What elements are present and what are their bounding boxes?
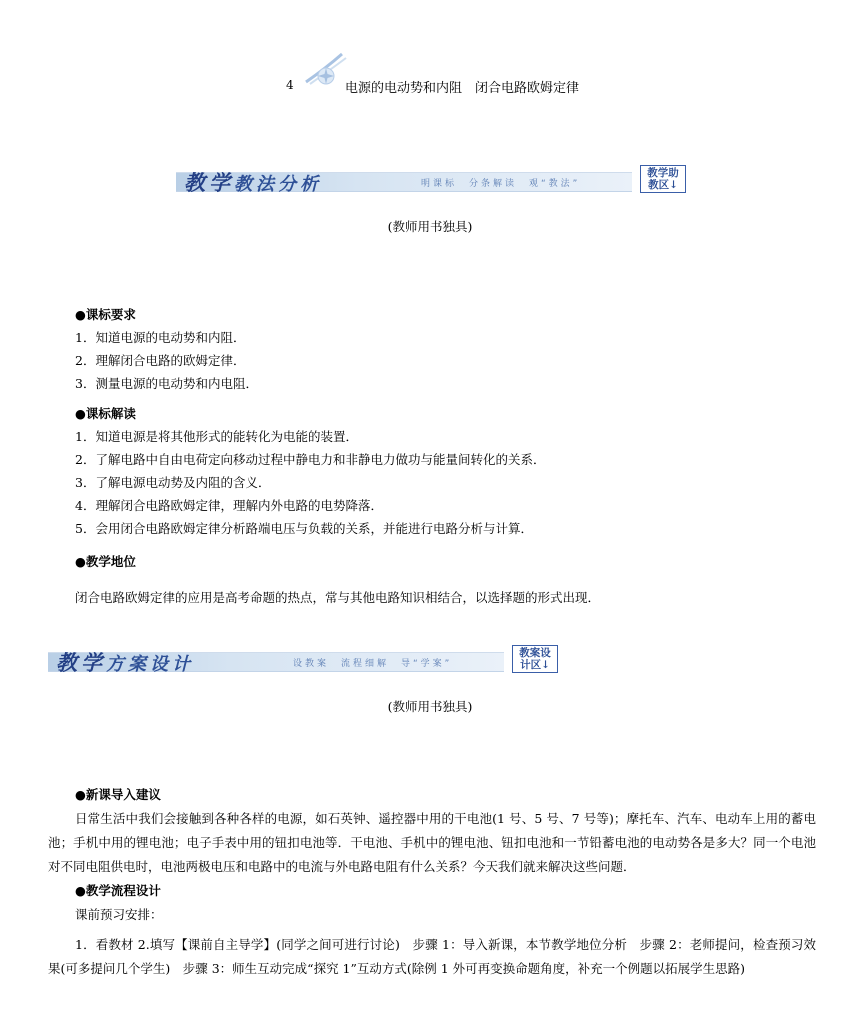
section-heading: ●新课导入建议 [75, 787, 161, 802]
intro-suggestion-heading-block [75, 786, 161, 804]
paragraph: 闭合电路欧姆定律的应用是高考命题的热点，常与其他电路知识相结合，以选择题的形式出现． [75, 590, 601, 605]
section-banner-lesson-design [48, 645, 558, 673]
teaching-status [75, 553, 600, 607]
section-heading: ●教学流程设计 [75, 883, 161, 898]
page-number: 4 [286, 78, 294, 92]
banner-title: 教学方案设计 [56, 650, 194, 675]
preview-arrangement-label: 课前预习安排： [75, 907, 163, 922]
list-item: 3．了解电源电动势及内阻的含义． [75, 475, 271, 490]
list-item: 1．知道电源的电动势和内阻． [75, 330, 246, 345]
running-title: 电源的电动势和内阻 闭合电路欧姆定律 [345, 81, 580, 96]
list-item: 2．了解电路中自由电荷定向移动过程中静电力和非静电力做功与能量间转化的关系． [75, 452, 546, 467]
section-heading: ●课标解读 [75, 406, 136, 421]
section-heading: ●课标要求 [75, 307, 136, 322]
curriculum-interpretation [75, 405, 545, 538]
list-item: 2．理解闭合电路的欧姆定律． [75, 353, 246, 368]
banner-tag-box: 教案设 计区↓ [512, 645, 558, 673]
banner-tag-box: 教学助 教区↓ [640, 165, 686, 193]
intro-suggestion-paragraph: 日常生活中我们会接触到各种各样的电源，如石英钟、遥控器中用的干电池(1 号、5 号、7 号等)；摩托车、汽车、电动车上用的蓄电池；手机中用的锂电池；电子手表中用的钮扣电池等．干电池、手机中的锂电池、钮扣电池和一节铅蓄电池的电动势各是多大？同一个电池对不同电阻供电时，电池两极电压和电路中的电流与外电路电阻有什么关系？今天我们就来解决这些问题． [48, 811, 816, 874]
teacher-edition-note: (教师用书独具) [387, 699, 473, 714]
banner-title: 教学教法分析 [184, 170, 322, 195]
teacher-edition-note: (教师用书独具) [387, 219, 473, 234]
teaching-flow-paragraph: 1．看教材 2.填写【课前自主导学】(同学之间可进行讨论) 步骤 1：导入新课，本节教学地位分析 步骤 2：老师提问，检查预习效果(可多提问几个学生) 步骤 3：师生互动完成“探究 1”互动方式(除例 1 外可再变换命题角度，补充一个例题以拓展学生思路) [48, 937, 816, 976]
section-heading: ●教学地位 [75, 554, 136, 569]
banner-subtitle: 设教案 流程细解 导“学案” [293, 659, 453, 669]
banner-subtitle: 明课标 分条解读 观“教法” [421, 179, 581, 189]
list-item: 4．理解闭合电路欧姆定律，理解内外电路的电势降落． [75, 498, 383, 513]
teaching-flow-design [75, 882, 163, 924]
list-item: 1．知道电源是将其他形式的能转化为电能的装置． [75, 429, 358, 444]
curriculum-requirements [75, 306, 258, 393]
list-item: 5．会用闭合电路欧姆定律分析路端电压与负载的关系，并能进行电路分析与计算． [75, 521, 533, 536]
section-banner-teaching-analysis [176, 165, 686, 193]
list-item: 3．测量电源的电动势和内电阻． [75, 376, 258, 391]
